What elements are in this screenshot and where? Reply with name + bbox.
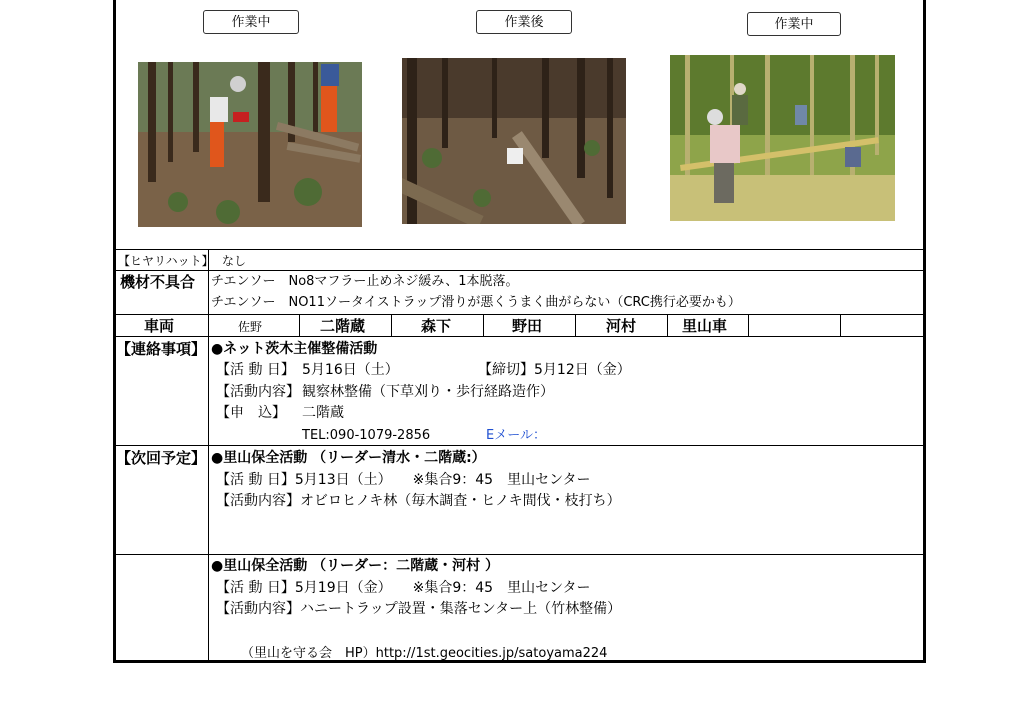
vehicles-label: 車両 (144, 317, 175, 335)
vehicle-name-6: 里山車 (682, 317, 728, 335)
contact-apply-label: 【申 込】 (216, 405, 286, 421)
photo-label-3: 作業中 (747, 12, 841, 36)
vehicle-name-5: 河村 (606, 317, 637, 335)
contact-content-value: 観察林整備（下草刈り・歩行経路造作） (302, 384, 554, 400)
next-a-date: 【活 動 日】5月13日（土） ※集合9：45 里山センター (216, 472, 591, 488)
report-sheet (113, 0, 926, 663)
contact-email[interactable]: Eメール： (486, 428, 546, 443)
next-label: 【次回予定】 (116, 449, 207, 467)
vehicle-name-4: 野田 (512, 317, 543, 335)
next-b-content: 【活動内容】ハニートラップ設置・集落センター上（竹林整備） (216, 601, 622, 617)
footer-homepage[interactable]: （里山を守る会 HP）http://1st.geocities.jp/satoyama224 (241, 646, 608, 661)
photo-label-2: 作業後 (476, 10, 572, 34)
vehicle-name-3: 森下 (421, 317, 452, 335)
photo-chainsaw-work (138, 62, 362, 227)
equipment-label: 機材不具合 (120, 273, 196, 291)
vehicle-name-2: 二階蔵 (320, 317, 366, 335)
contact-title: ●ネット茨木主催整備活動 (211, 341, 378, 357)
hiyari-label: 【ヒヤリハット】 (118, 254, 214, 268)
contact-date-value: 5月16日（土） (302, 362, 399, 378)
contact-apply-value: 二階蔵 (302, 405, 344, 421)
photo-label-1: 作業中 (203, 10, 299, 34)
contact-deadline: 【締切】5月12日（金） (478, 362, 631, 378)
contact-label: 【連絡事項】 (116, 340, 207, 358)
contact-content-label: 【活動内容】 (216, 384, 300, 400)
photo-bamboo-work (670, 55, 895, 221)
vehicle-name-1: 佐野 (238, 320, 263, 334)
next-b-date: 【活 動 日】5月19日（金） ※集合9：45 里山センター (216, 580, 591, 596)
next-b-title: ●里山保全活動 （リーダー：二階蔵・河村 ） (211, 558, 499, 574)
contact-date-label: 【活 動 日】 (216, 362, 295, 378)
next-a-title: ●里山保全活動 （リーダー清水・二階蔵:） (211, 450, 486, 466)
photo-after-work (402, 58, 626, 224)
contact-tel: TEL:090-1079-2856 (302, 428, 431, 443)
next-a-content: 【活動内容】オビロヒノキ林（毎木調査・ヒノキ間伐・枝打ち） (216, 493, 621, 509)
hiyari-value: なし (222, 254, 247, 268)
equipment-line-2: チエンソー NO11ソータイストラップ滑りが悪くうまく曲がらない（CRC携行必要かも） (211, 295, 741, 310)
equipment-line-1: チエンソー No8マフラー止めネジ緩み、1本脱落。 (211, 274, 519, 289)
